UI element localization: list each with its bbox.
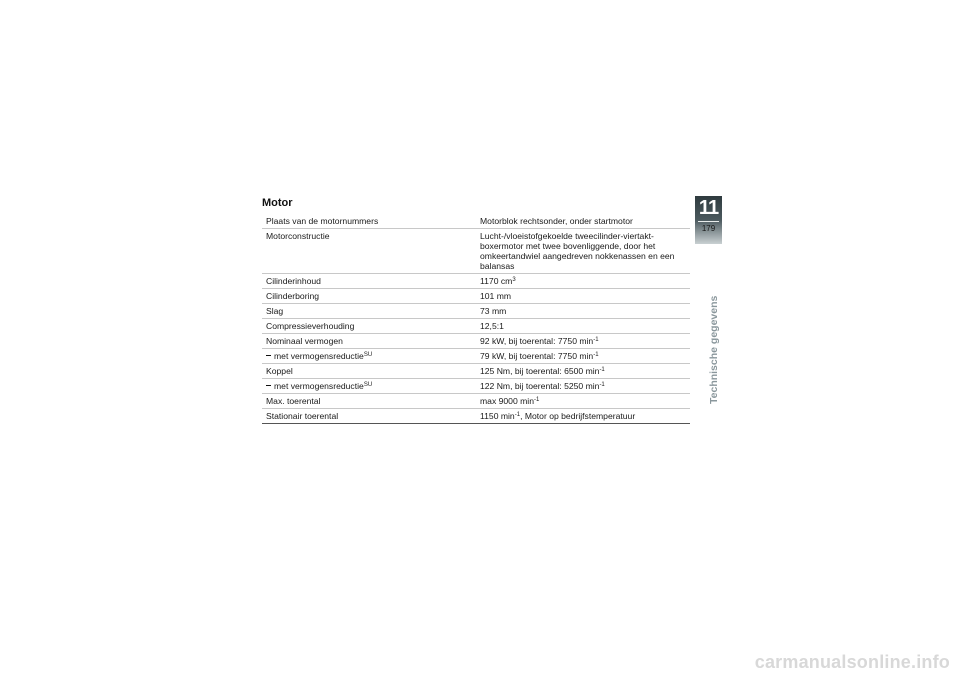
- table-row: [262, 409, 690, 424]
- spec-label: Cilinderinhoud: [262, 274, 478, 289]
- engine-spec-table: [262, 214, 690, 424]
- spec-value: Motorblok rechtsonder, onder startmotor: [478, 214, 690, 229]
- spec-label: met vermogensreductie$^{SU}$: [262, 379, 478, 394]
- spec-value: Lucht-/vloeistofgekoelde tweecilinder-viertakt-boxermotor met twee bovenliggende, door het omkeertandwiel aangedreven nokkenassen en een balansas: [478, 229, 690, 274]
- spec-label: Cilinderboring: [262, 289, 478, 304]
- spec-value: 101 mm: [478, 289, 690, 304]
- spec-value: 79 kW, bij toerental: 7750 $\min^{-1}$: [478, 349, 690, 364]
- page-number: 179: [701, 224, 716, 233]
- spec-value: max 9000 $\min^{-1}$: [478, 394, 690, 409]
- table-row: [262, 214, 690, 229]
- spec-label: Max. toerental: [262, 394, 478, 409]
- spec-label: met vermogensreductie$^{SU}$: [262, 349, 478, 364]
- spec-value: 1150 $\min^{-1}$, Motor op bedrijfstemperatuur: [478, 409, 690, 424]
- dash-bullet: [266, 385, 271, 387]
- spec-label: Compressieverhouding: [262, 319, 478, 334]
- spec-value: 92 kW, bij toerental: 7750 $\min^{-1}$: [478, 334, 690, 349]
- table-row: [262, 394, 690, 409]
- chapter-number: 11: [698, 197, 719, 219]
- table-row: [262, 349, 690, 364]
- dash-bullet: [266, 355, 271, 357]
- spec-value: 122 Nm, bij toerental: 5250 $\min^{-1}$: [478, 379, 690, 394]
- spec-value: 125 Nm, bij toerental: 6500 $\min^{-1}$: [478, 364, 690, 379]
- spec-value: 12,5:1: [478, 319, 690, 334]
- table-row: [262, 319, 690, 334]
- table-row: [262, 274, 690, 289]
- spec-label: Stationair toerental: [262, 409, 478, 424]
- section-title: Motor: [262, 197, 293, 209]
- chapter-divider: [698, 221, 719, 222]
- table-row: [262, 229, 690, 274]
- chapter-side-label: Technische gegevens: [708, 295, 720, 404]
- spec-value: 73 mm: [478, 304, 690, 319]
- table-row: [262, 334, 690, 349]
- chapter-tab: [695, 196, 722, 244]
- spec-label: Koppel: [262, 364, 478, 379]
- spec-label: Nominaal vermogen: [262, 334, 478, 349]
- watermark: carmanualsonline.info: [754, 652, 950, 672]
- spec-value: 1170 $cm^3$: [478, 274, 690, 289]
- spec-label: Slag: [262, 304, 478, 319]
- chapter-side-label-container: [695, 250, 722, 404]
- table-row: [262, 364, 690, 379]
- table-row: [262, 379, 690, 394]
- spec-label: Plaats van de motornummers: [262, 214, 478, 229]
- spec-label: Motorconstructie: [262, 229, 478, 274]
- table-row: [262, 304, 690, 319]
- table-row: [262, 289, 690, 304]
